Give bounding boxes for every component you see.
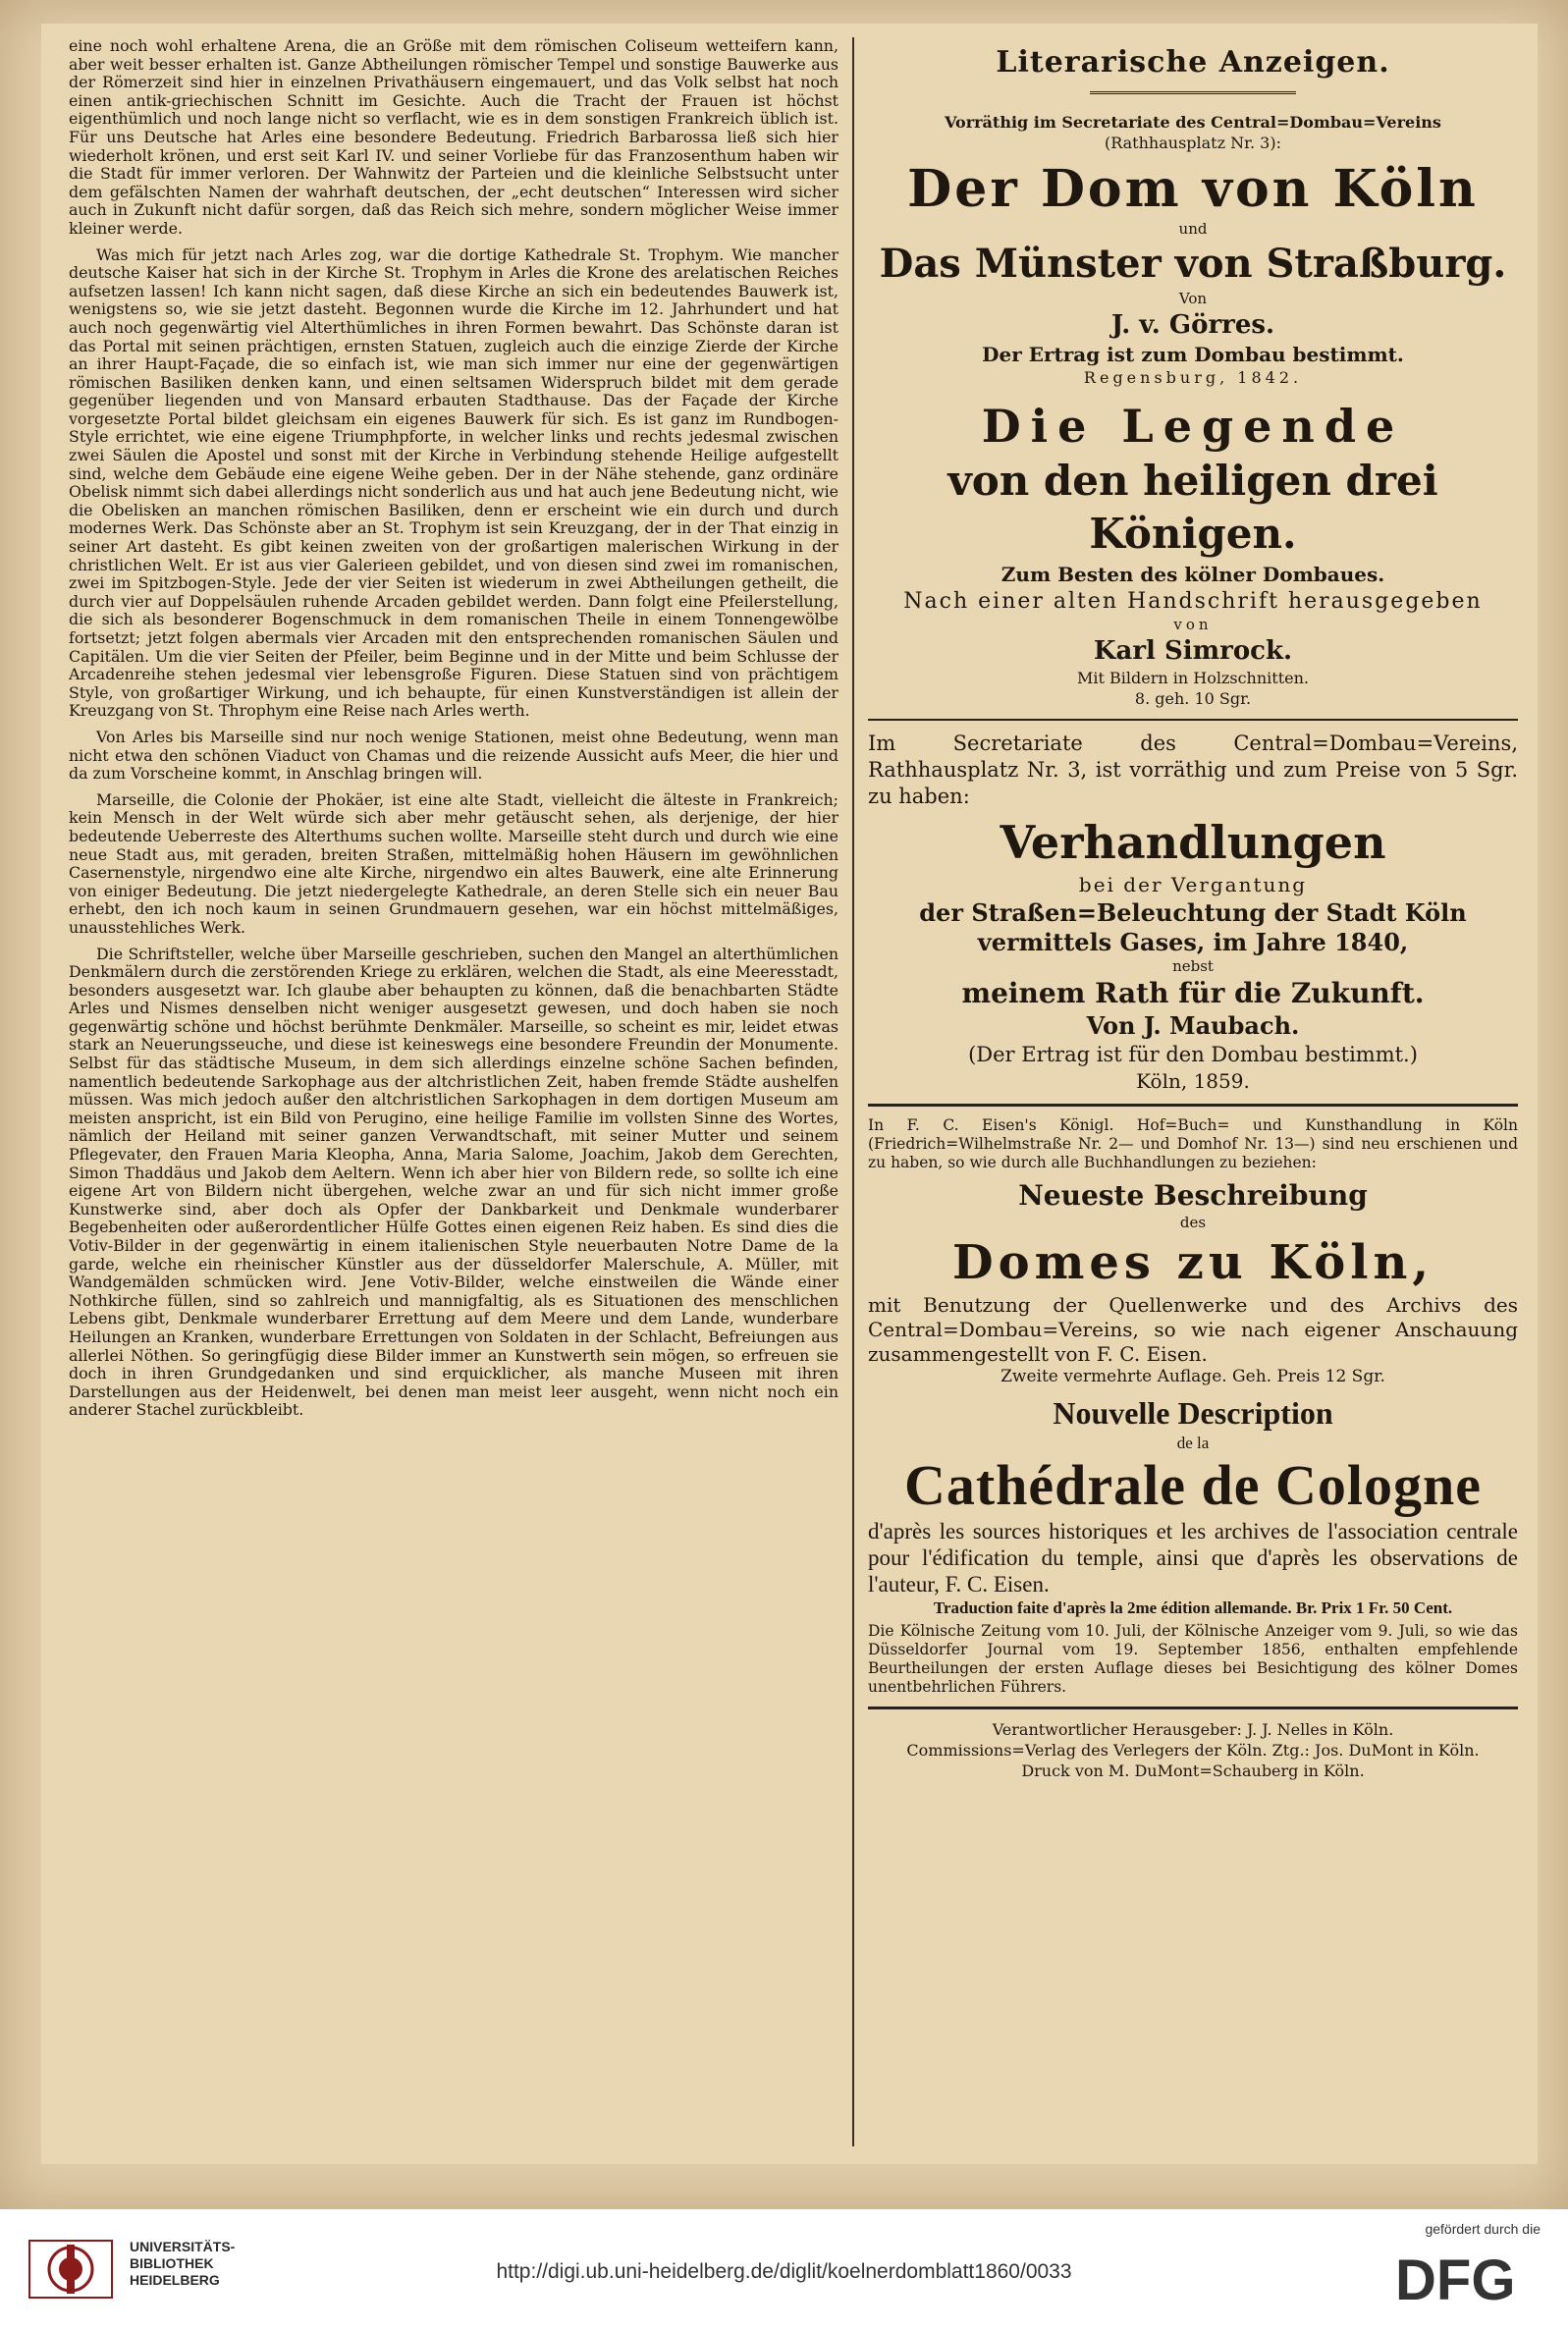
library-line-3: HEIDELBERG — [130, 2272, 220, 2288]
column-divider — [852, 37, 854, 2146]
article-paragraph-5: Die Schriftsteller, welche über Marseille geschrieben, suchen den Mangel an alterthümlichen Denkmälern durch die zerstörenden Kriege zu erklären, welchen die Stadt, als eine Meeresstadt, besonders ausgesetzt war. Ich glaube aber behaupten zu können, daß die benachbarten Städte Arles und Nismes denselben nicht weniger ausgesetzt gewesen, und doch haben sie noch gegenwärtig schöne und höchst berühmte Denkmäler. Marseille, so scheint es mir, leidet etwas stark an Neuerungsseuche, und diese ist keineswegs eine besondere Freundin der Monumente. Selbst für das städtische Museum, in dem sich allerdings einzelne schöne Sachen befinden, namentlich bedeutende Sarkophage aus der altchristlichen Zeit, haben fremde Städte aushelfen müssen. Was mich jedoch außer den altchristlichen Sarkophagen in dem dortigen Museum am meisten anspricht, ist ein Bild von Perugino, eine heilige Familie im vollsten Sinne des Wortes, nämlich der Heiland mit seiner ganzen Verwandtschaft, mit seiner Mutter und seinem Pflegevater, den Frauen Maria Kleopha, Anna, Maria Salome, Joachim, Jakob dem Gerechten, Simon Thaddäus und Jakob dem Aeltern. Wenn ich aber hier von Bildern rede, so sollte ich eine eigene Art von Bildern nicht übergehen, welche zwar an und für sich nicht immer große Kunstwerke sind, aber doch als Opfer der Dankbarkeit und Denkmale wunderbarer Begebenheiten oder außerordentlicher Hülfe Gottes einen eigenen Reiz haben. Es sind dies die Votiv-Bilder in der gegenwärtig in einem italienischen Style neuerbauten Notre Dame de la garde, welche ein rheinischer Künstler aus der düsseldorfer Malerschule, A. Müller, mit Wandgemälden schmücken wird. Jene Votiv-Bilder, welche einstweilen die Wände einer Nothkirche füllen, sind so zahlreich und mannigfaltig, als es Situationen des menschlichen Lebens gibt, Denkmale wunderbarer Errettung auf dem Meere und dem Lande, wunderbare Heilungen an Kranken, wunderbare Errettungen von Soldaten in der Schlacht, Befreiungen aus allerlei Nöthen. So geringfügig diese Bilder immer an Kunstwerth sein mögen, so erfreuen sie doch in ihren Grundgedanken und sind erquicklicher, als manche Museen mit ihren Darstellungen aus der Heidenwelt, bei denen man meist leer ausgeht, wenn nicht noch ein anderer Stachel zurückbleibt. — [69, 944, 838, 1420]
ad3-fr-de-la: de la — [1176, 1434, 1210, 1452]
ad1-editor: Karl Simrock. — [1093, 636, 1293, 666]
ad3-intro: In F. C. Eisen's Königl. Hof=Buch= und Kunsthandlung in Köln (Friedrich=Wilhelmstraße Nr. 2— und Domhof Nr. 13—) sind neu erschienen und zu haben, so wie durch alle Buchhandlungen zu beziehen: — [868, 1116, 1518, 1171]
ad1-address: (Rathhausplatz Nr. 3): — [1104, 134, 1281, 152]
ad1-bilder: Mit Bildern in Holzschnitten. — [1076, 669, 1309, 687]
newspaper-page — [41, 24, 1538, 2164]
ad-rule-1 — [868, 719, 1518, 721]
advertisement-goerres-simrock — [868, 112, 1518, 709]
ad1-und: und — [1178, 220, 1208, 238]
imprint — [868, 1719, 1518, 1781]
library-line-2: BIBLIOTHEK — [130, 2255, 214, 2271]
advertisement-eisen — [868, 1116, 1518, 1697]
imprint-publisher: Commissions=Verlag des Verlegers der Köln. Ztg.: Jos. DuMont in Köln. — [906, 1741, 1480, 1760]
section-title: Literarische Anzeigen. — [996, 45, 1390, 80]
title-rule — [1090, 91, 1296, 94]
ad3-title1: Neueste Beschreibung — [1018, 1179, 1368, 1212]
article-paragraph-3: Von Arles bis Marseille sind nur noch wenige Stationen, meist ohne Bedeutung, wenn man nicht etwa den schönen Viaduct von Chamas und die reizende Aussicht aufs Meer, die hier und da zum Vorscheine kommt, in Anschlag bringen will. — [69, 727, 838, 784]
ad1-von2: von — [1173, 616, 1213, 633]
ad1-besten: Zum Besten des kölner Dombaues. — [1000, 563, 1385, 586]
ad1-price: 8. geh. 10 Sgr. — [1134, 689, 1252, 708]
ad1-author: J. v. Görres. — [1110, 310, 1275, 340]
ad2-sub1: bei der Vergantung — [1078, 873, 1308, 896]
ad1-availability: Vorräthig im Secretariate des Central=Dombau=Vereins — [945, 113, 1441, 132]
dfg-logo — [1395, 2249, 1542, 2307]
ad2-nebst: nebst — [1172, 957, 1214, 975]
ad3-edition: Zweite vermehrte Auflage. Geh. Preis 12 Sgr. — [1000, 1367, 1385, 1386]
ad2-sub4: meinem Rath für die Zukunft. — [961, 977, 1425, 1009]
advertisement-maubach — [868, 731, 1518, 1094]
imprint-printer: Druck von M. DuMont=Schauberg in Köln. — [1021, 1761, 1365, 1780]
ad-rule-2 — [868, 1104, 1518, 1107]
ad2-place-year: Köln, 1859. — [1136, 1069, 1250, 1093]
ad3-fr-title1: Nouvelle Description — [1053, 1395, 1333, 1431]
funding-note: gefördert durch die — [1425, 2221, 1541, 2237]
ad3-review: Die Kölnische Zeitung vom 10. Juli, der Kölnische Anzeiger vom 9. Juli, so wie das Düsseldorfer Journal vom 19. September 1856, enthalten empfehlende Beurtheilungen der ersten Auflage dieses bei Besichtigung des kölner Domes unentbehrlichen Führers. — [868, 1622, 1518, 1696]
library-line-1: UNIVERSITÄTS- — [130, 2239, 236, 2254]
dfg-logo-text: DFG — [1395, 2249, 1516, 2307]
article-column — [69, 37, 838, 2146]
ad2-sub2: der Straßen=Beleuchtung der Stadt Köln — [919, 898, 1467, 927]
imprint-editor: Verantwortlicher Herausgeber: J. J. Nelles in Köln. — [992, 1720, 1394, 1739]
ad3-fr-title2: Cathédrale de Cologne — [903, 1453, 1483, 1517]
ad3-fr-trad: Traduction faite d'après la 2me édition allemande. Br. Prix 1 Fr. 50 Cent. — [933, 1598, 1453, 1617]
ad2-sub3: vermittels Gases, im Jahre 1840, — [977, 928, 1409, 956]
ad1-title-koenige: von den heiligen drei Königen. — [947, 457, 1438, 558]
article-paragraph-4: Marseille, die Colonie der Phokäer, ist eine alte Stadt, vielleicht die älteste in Frankreich; kein Mensch in der Welt würde sich aber mehr getäuscht sehen, als derjenige, der hier bedeutende Ueberreste des Alterthums suchen wollte. Marseille steht durch und durch wie eine neue Stadt aus, mit geraden, breiten Straßen, mittelmäßig hohen Häusern im gewöhnlichen Casernenstyle, nirgendwo eine alte Kirche, nirgendwo ein altes Bauwerk, eine alte Erinnerung von einiger Bedeutung. Die jetzt niedergelegte Kathedrale, an deren Stelle sich ein neuer Bau erhebt, den ich noch kaum in seinen Grundmauern gesehen, war ein höchst mittelmäßiges, unausstehliches Werk. — [69, 789, 838, 937]
ad3-title2: Domes zu Köln, — [951, 1235, 1434, 1290]
article-paragraph-2: Was mich für jetzt nach Arles zog, war die dortige Kathedrale St. Trophym. Wie mancher deutsche Kaiser hat sich in der Kirche St. Trophym in Arles die Krone des arelatischen Reiches aufsetzen lassen! Ich kann nicht sagen, daß diese Kirche an sich ein bedeutendes Bauwerk ist, wenigstens so, wie sie jetzt dasteht. Begonnen wurde die Kirche im 12. Jahrhundert und hat auch noch gegenwärtig viel Alterthümliches in ihren Formen bewahrt. Das Schönste daran ist das Portal mit seinen prächtigen, ernsten Statuen, zugleich auch die einzige Zierde der Kirche an ihrer Haupt-Façade, die so einfach ist, wie man sich immer nur eine der gegenwärtigen römischen Basiliken denken kann, und einen seltsamen Widerspruch bildet mit dem gerade gegenüber liegenden und von Mansard erbauten Stadthause. Das der Façade der Kirche vorgesetzte Portal bildet gleichsam ein eigenes Bauwerk für sich. Es ist ganz im Rundbogen-Style errichtet, wie eine eigene Triumphpforte, in welcher links und rechts jedesmal zwischen zwei Säulen die Apostel und sonst mit der Kirche in Verbindung stehende Heilige aufgestellt sind, welche dem Gebäude eine eigene Weihe geben. Der in der Nähe stehende, ganz ordinäre Obelisk nimmt sich dabei allerdings nicht sonderlich aus und hat auch jene Bedeutung nicht, wie die Obelisken an manchen römischen Basiliken, denn er erscheint wie ein durch und durch modernes Werk. Das Schönste aber an St. Trophym ist sein Kreuzgang, der in der That einzig in seiner Art dasteht. Es gibt keinen zweiten von der großartigen malerischen Wirkung in der christlichen Welt. Er ist aus vier Galerieen gebildet, und von diesen sind zwei im romanischen, zwei im Spitzbogen-Style. Jede der vier Seiten ist wiederum in zwei Abtheilungen getheilt, die durch vier auf Doppelsäulen ruhende Arcaden gebildet werden. Dann folgt eine Pfeilerstellung, die sich als besonderer Bogenschmuck in dem romanischen Theile in einem Tonnengewölbe fortsetzt; jetzt folgen abermals vier Arcaden mit den entsprechenden romanischen Säulen und Capitälen. Um die vier Seiten der Pfeiler, beim Beginne und in der Mitte und beim Schlusse der Arcadenreihe stehen jedesmal vier lebensgroße Figuren. Diese Statuen sind von prächtigem Style, von großartiger Wirkung, und ich behaupte, für einen Kunstverständigen ist allein der Kreuzgang von St. Throphym eine Reise nach Arles werth. — [69, 244, 838, 721]
ad2-title: Verhandlungen — [1000, 816, 1386, 869]
ad2-ertrag: (Der Ertrag ist für den Dombau bestimmt.) — [968, 1043, 1418, 1066]
ad-rule-3 — [868, 1707, 1518, 1709]
digitization-url[interactable]: http://digi.ub.uni-heidelberg.de/diglit/koelnerdomblatt1860/0033 — [496, 2260, 1072, 2283]
article-paragraph-1: eine noch wohl erhaltene Arena, die an Größe mit dem römischen Coliseum wetteifern kann, aber weit besser erhalten ist. Ganze Abtheilungen römischer Tempel und sonstige Bauwerke aus der Römerzeit sind hier in einzelnen Privathäusern eingemauert, und das Volk selbst hat noch einen antik-griechischen Schnitt im Gesichte. Auch die Tracht der Frauen ist höchst eigenthümlich und noch lange nicht so verflacht, wie es in dem sonstigen Frankreich üblich ist. Für uns Deutsche hat Arles eine besondere Bedeutung. Friedrich Barbarossa ließ sich hier wiederholt krönen, und erst seit Karl IV. und seiner Vorliebe für das Franzosenthum haben wir die Stadt für immer verloren. Der Wahnwitz der Parteien und die kleinliche Selbstsucht unter dem gefälschten Namen der wahrhaft deutschen, der „echt deutschen“ Interessen wird sicher auch in Zukunft nicht dafür sorgen, daß das Reich sich mehre, sondern möglicher Weise immer kleiner werde. — [69, 37, 838, 238]
digitization-footer — [0, 2209, 1568, 2330]
ad3-fr-desc: d'après les sources historiques et les archives de l'association centrale pour l'édification du temple, ainsi que d'après les observations de l'auteur, F. C. Eisen. — [868, 1519, 1518, 1597]
ad3-des: des — [1179, 1214, 1207, 1231]
advertisements-column — [868, 37, 1518, 2148]
ad1-title-legende: Die Legende — [981, 400, 1405, 453]
ad1-title-muenster: Das Münster von Straßburg. — [879, 241, 1507, 287]
ad1-nach: Nach einer alten Handschrift herausgegeben — [903, 589, 1483, 614]
ad1-von: Von — [1178, 290, 1208, 307]
ad2-author: Von J. Maubach. — [1086, 1011, 1300, 1040]
ad1-title-dom: Der Dom von Köln — [907, 159, 1479, 219]
ad2-intro: Im Secretariate des Central=Dombau=Vereins, Rathhausplatz Nr. 3, ist vorräthig und zum Preise von 5 Sgr. zu haben: — [868, 732, 1518, 808]
ad1-ertrag: Der Ertrag ist zum Dombau bestimmt. — [982, 343, 1404, 366]
ad1-place-year: Regensburg, 1842. — [1083, 368, 1303, 387]
ad3-desc: mit Benutzung der Quellenwerke und des Archivs des Central=Dombau=Vereins, so wie nach eigener Anschauung zusammengestellt von F. C. Eisen. — [868, 1293, 1518, 1366]
